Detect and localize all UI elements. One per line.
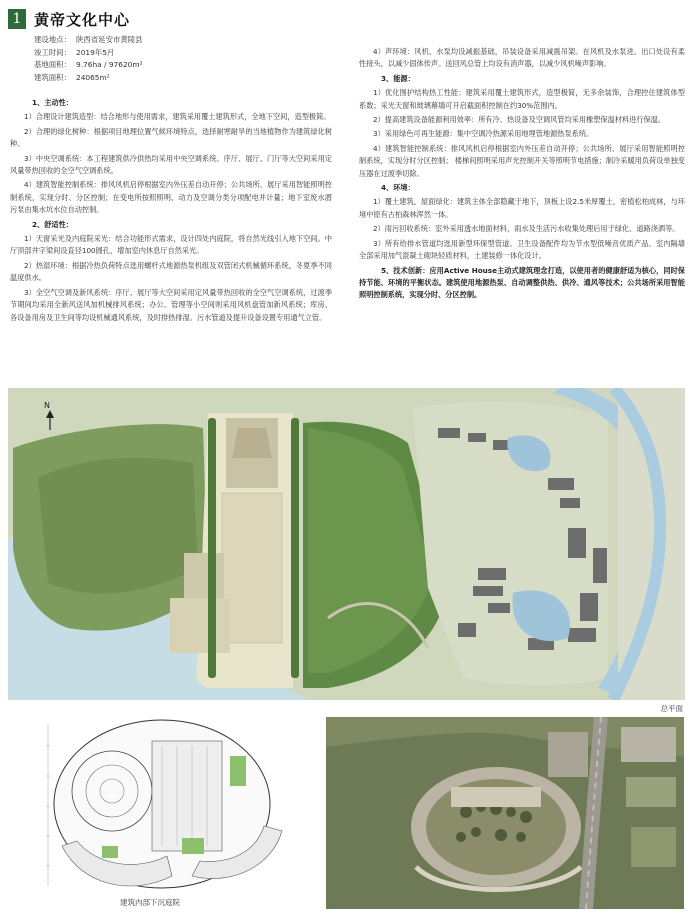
section-heading: 2、舒适性： — [32, 219, 73, 229]
meta-row: 建筑面积： 24065m² — [34, 72, 110, 82]
section-heading: 5、技术创新：应用Active House主动式建筑理念打造，以使用者的健康舒适为核心，同时保持节能、环境的平衡状态。建筑使用地源热泵、自动调整供热、供冷、通风等技术；公共场所采用智能照明控制系统，实现分时、分区控制。 — [359, 265, 685, 300]
section-heading: 1、主动性： — [32, 98, 73, 107]
body-paragraph: 4）声环境：风机、水泵均设减振基础，吊装设备采用减震吊架。在风机及水泵进、出口处设有柔性接头，以减少固体传声。送回风总管上均设有消声器，以减少风机噪声影响。 — [359, 47, 685, 69]
left-column-text — [10, 96, 332, 326]
project-meta — [34, 34, 143, 84]
floor-plan-caption: 建筑内部下沉庭院 — [120, 898, 180, 907]
body-paragraph: 1）合理设计建筑造型：结合地形与使用需求，建筑采用覆土建筑形式，全地下空间，造型极简。 — [24, 112, 331, 122]
body-paragraph: 4）建筑智能控制系统：排风风机启停根据室内外压差自动开停；公共场所、展厅采用智能照明控制系统，实现分时分区控制； 楼梯间照明采用声光控制开关等照明节电措施；制冷采暖用负荷设单独变压器在过渡季切除。 — [359, 143, 685, 178]
section-number: 1 — [8, 9, 26, 29]
site-plan-drawing — [8, 388, 685, 700]
meta-row: 竣工时间： 2019年5月 — [34, 47, 115, 57]
section-header — [8, 8, 130, 30]
body-paragraph: 3）中央空调系统：本工程建筑供冷供热均采用中央空调系统。序厅、展厅、门厅等大空间采用定风量带热回收的全空气空调系统。 — [10, 153, 332, 176]
body-paragraph: 4）建筑智能控制系统：排风风机启停根据室内外压差自动开停；公共场所、展厅采用智能照明控制系统，实现分时、分区控制；在变电所按照照明、动力及空调分类分项配电并计量；地下室废水潜污泵由集水坑水位自动控制。 — [10, 180, 332, 215]
body-paragraph: 2）合理的绿化树种：根据项目地理位置气候环境特点，选择耐寒耐旱的当地植物作为建筑绿化树种。 — [10, 126, 332, 149]
body-paragraph: 2）热湿环境：根据冷热负荷特点选用螺杆式地源热泵机组及双管闭式机械循环系统，冬夏季不同温度供水。 — [10, 260, 332, 283]
page-title: 黄帝文化中心 — [34, 10, 131, 29]
meta-row: 基地面积： 9.76ha / 97620m² — [34, 60, 143, 70]
site-plan-caption: 总平面 — [660, 704, 683, 713]
section-heading: 4、环境： — [381, 183, 415, 193]
site-plan — [8, 388, 685, 700]
aerial-photo-image — [326, 717, 684, 909]
aerial-photo — [326, 717, 684, 909]
right-column-text — [359, 46, 685, 304]
north-label: N — [44, 401, 50, 410]
section-heading: 3、能源： — [381, 73, 415, 83]
floor-plan-drawing — [42, 716, 290, 891]
floor-plan — [42, 716, 290, 891]
body-paragraph: 2）提高建筑设备能源利用效率：所有冷、热设备及空调风管均采用橡塑保温材料进行保温。 — [373, 115, 666, 125]
body-paragraph: 1）天窗采光及内庭院采光：结合功能形式需求，设计四处内庭院，将自然光线引入地下空间。中厅顶部井字梁间设直径100圆孔，增加室内休息厅自然采光。 — [10, 234, 332, 256]
meta-row: 建设地点： 陕西省延安市黄陵县 — [34, 35, 143, 44]
body-paragraph: 3）采用绿色可再生能源：集中空调冷热源采用地埋管地源热泵系统。 — [373, 129, 594, 139]
body-paragraph: 1）优化围护结构热工性能：建筑采用覆土建筑形式，造型极简，无多余装饰，合理控住建筑体型系数；采光天窗和玻璃幕墙可开启截面积控制在约30%范围内。 — [359, 88, 685, 110]
body-paragraph: 3）全空气空调及新风系统：序厅、展厅等大空间采用定风量带热回收的全空气空调系统，过渡季节期间均采用全新风送风加机械排风系统；办公、管理等小空间则采用风机盘管加新风系统；库房、各设备用房及卫生间等均设机械通风系统，及时排热排湿。污水管道及提升设备设置专用通气立管。 — [10, 287, 332, 322]
body-paragraph: 3）所有给排水管道均选用新型环保型管道。卫生设备配件均为节水型低噪音优质产品。室内隔墙全部采用加气混凝土砌块轻质材料，土建装修一体化设计。 — [359, 238, 685, 261]
body-paragraph: 1）覆土建筑，屋面绿化：建筑主体全部隐藏于地下，顶板上设2.5米厚覆土，密植松柏成林，与环境中原有古柏森林浑然一体。 — [359, 197, 685, 219]
body-paragraph: 2）雨污回收系统：室外采用透水地面材料，雨水及生活污水收集处理后用于绿化、道路浇洒等。 — [373, 224, 680, 234]
